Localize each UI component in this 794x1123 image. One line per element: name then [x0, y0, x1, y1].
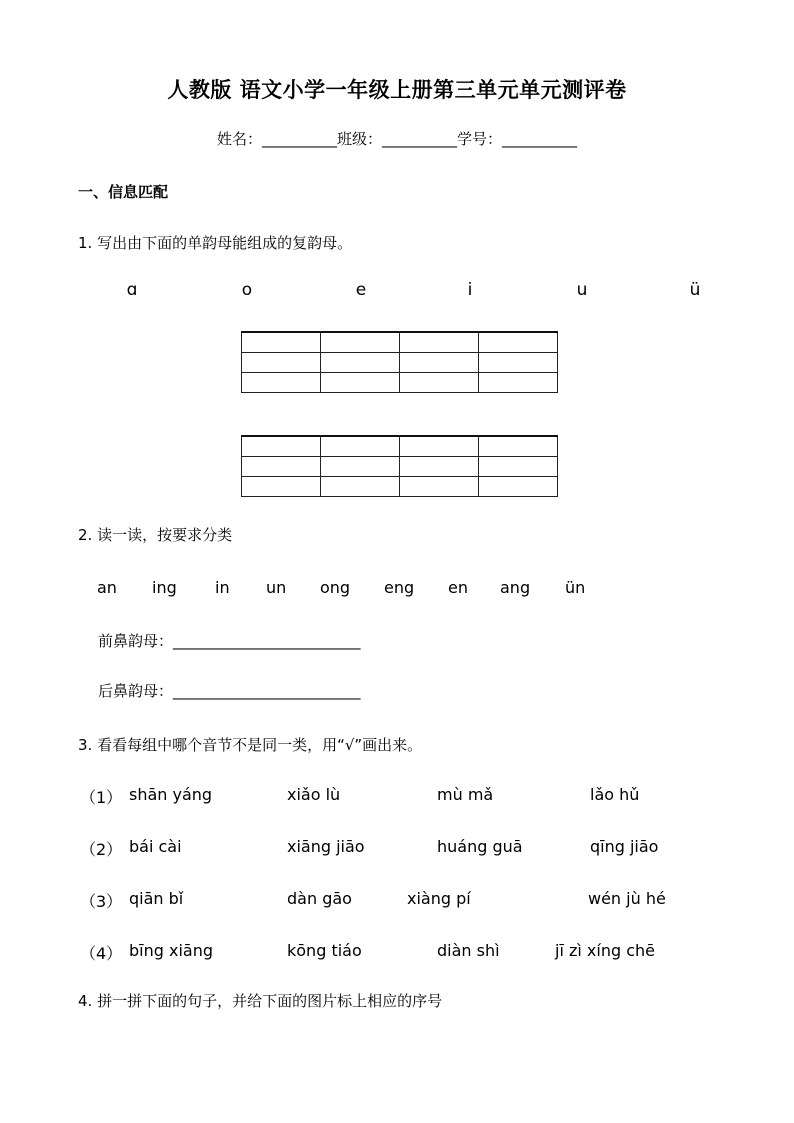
grid-cell[interactable] [321, 477, 400, 497]
grid-cell[interactable] [242, 332, 321, 353]
syllable-option[interactable]: jī zì xíng chē [555, 941, 655, 960]
syllable-option[interactable]: qīng jiāo [590, 837, 659, 856]
question-3: 3. 看看每组中哪个音节不是同一类，用“√”画出来。 [78, 736, 423, 754]
syllable: an [97, 578, 117, 597]
front-nasal-answer-line[interactable]: 前鼻韵母：_________________________ [98, 632, 361, 650]
syllable: en [448, 578, 468, 597]
question-1: 1. 写出由下面的单韵母能组成的复韵母。 [78, 234, 353, 252]
grid-cell[interactable] [479, 373, 558, 393]
syllable-option[interactable]: bái cài [129, 837, 182, 856]
group-number: （2） [80, 840, 123, 859]
grid-cell[interactable] [242, 477, 321, 497]
grid-cell[interactable] [400, 353, 479, 373]
grid-cell[interactable] [242, 373, 321, 393]
group-number: （1） [80, 788, 123, 807]
grid-cell[interactable] [321, 457, 400, 477]
back-nasal-answer-line[interactable]: 后鼻韵母：_________________________ [98, 682, 361, 700]
grid-cell[interactable] [400, 477, 479, 497]
syllable-option[interactable]: mù mǎ [437, 785, 494, 804]
grid-cell[interactable] [400, 436, 479, 457]
syllable: ang [500, 578, 531, 597]
syllable: in [215, 578, 230, 597]
grid-cell[interactable] [242, 457, 321, 477]
student-info-line: 姓名：__________班级：__________学号：__________ [216, 130, 577, 148]
grid-cell[interactable] [479, 353, 558, 373]
syllable: eng [384, 578, 415, 597]
syllable-option[interactable]: diàn shì [437, 941, 500, 960]
grid-cell[interactable] [242, 436, 321, 457]
grid-cell[interactable] [400, 457, 479, 477]
syllable-option[interactable]: dàn gāo [287, 889, 352, 908]
grid-cell[interactable] [479, 477, 558, 497]
answer-grid-2 [241, 435, 558, 497]
vowel-a: ɑ [126, 280, 138, 300]
syllable: ong [320, 578, 351, 597]
question-2: 2. 读一读，按要求分类 [78, 526, 233, 544]
section-heading: 一、信息匹配 [78, 183, 169, 201]
group-number: （4） [80, 944, 123, 963]
grid-cell[interactable] [321, 332, 400, 353]
vowel-v: ü [689, 280, 701, 300]
grid-cell[interactable] [479, 332, 558, 353]
syllable-option[interactable]: huáng guā [437, 837, 523, 856]
syllable-option[interactable]: shān yáng [129, 785, 213, 804]
grid-cell[interactable] [321, 373, 400, 393]
vowel-i: i [467, 280, 473, 300]
syllable-option[interactable]: xiāng jiāo [287, 837, 365, 856]
syllable-option[interactable]: qiān bǐ [129, 889, 184, 908]
syllable-option[interactable]: kōng tiáo [287, 941, 362, 960]
grid-cell[interactable] [479, 457, 558, 477]
page-title: 人教版 语文小学一年级上册第三单元单元测评卷 [167, 78, 627, 102]
vowel-o: o [241, 280, 253, 300]
syllable: ing [152, 578, 177, 597]
syllable-option[interactable]: xiǎo lù [287, 785, 341, 804]
answer-grid-1 [241, 331, 558, 393]
grid-cell[interactable] [400, 373, 479, 393]
grid-cell[interactable] [321, 436, 400, 457]
grid-cell[interactable] [242, 353, 321, 373]
vowel-e: e [355, 280, 367, 300]
grid-cell[interactable] [400, 332, 479, 353]
group-number: （3） [80, 892, 123, 911]
question-4: 4. 拼一拼下面的句子，并给下面的图片标上相应的序号 [78, 992, 443, 1010]
syllable-option[interactable]: lǎo hǔ [590, 785, 640, 804]
syllable-option[interactable]: bīng xiāng [129, 941, 213, 960]
grid-cell[interactable] [321, 353, 400, 373]
vowel-u: u [576, 280, 588, 300]
syllable-option[interactable]: xiàng pí [407, 889, 471, 908]
grid-cell[interactable] [479, 436, 558, 457]
syllable-option[interactable]: wén jù hé [588, 889, 666, 908]
syllable: ün [565, 578, 586, 597]
syllable: un [266, 578, 287, 597]
